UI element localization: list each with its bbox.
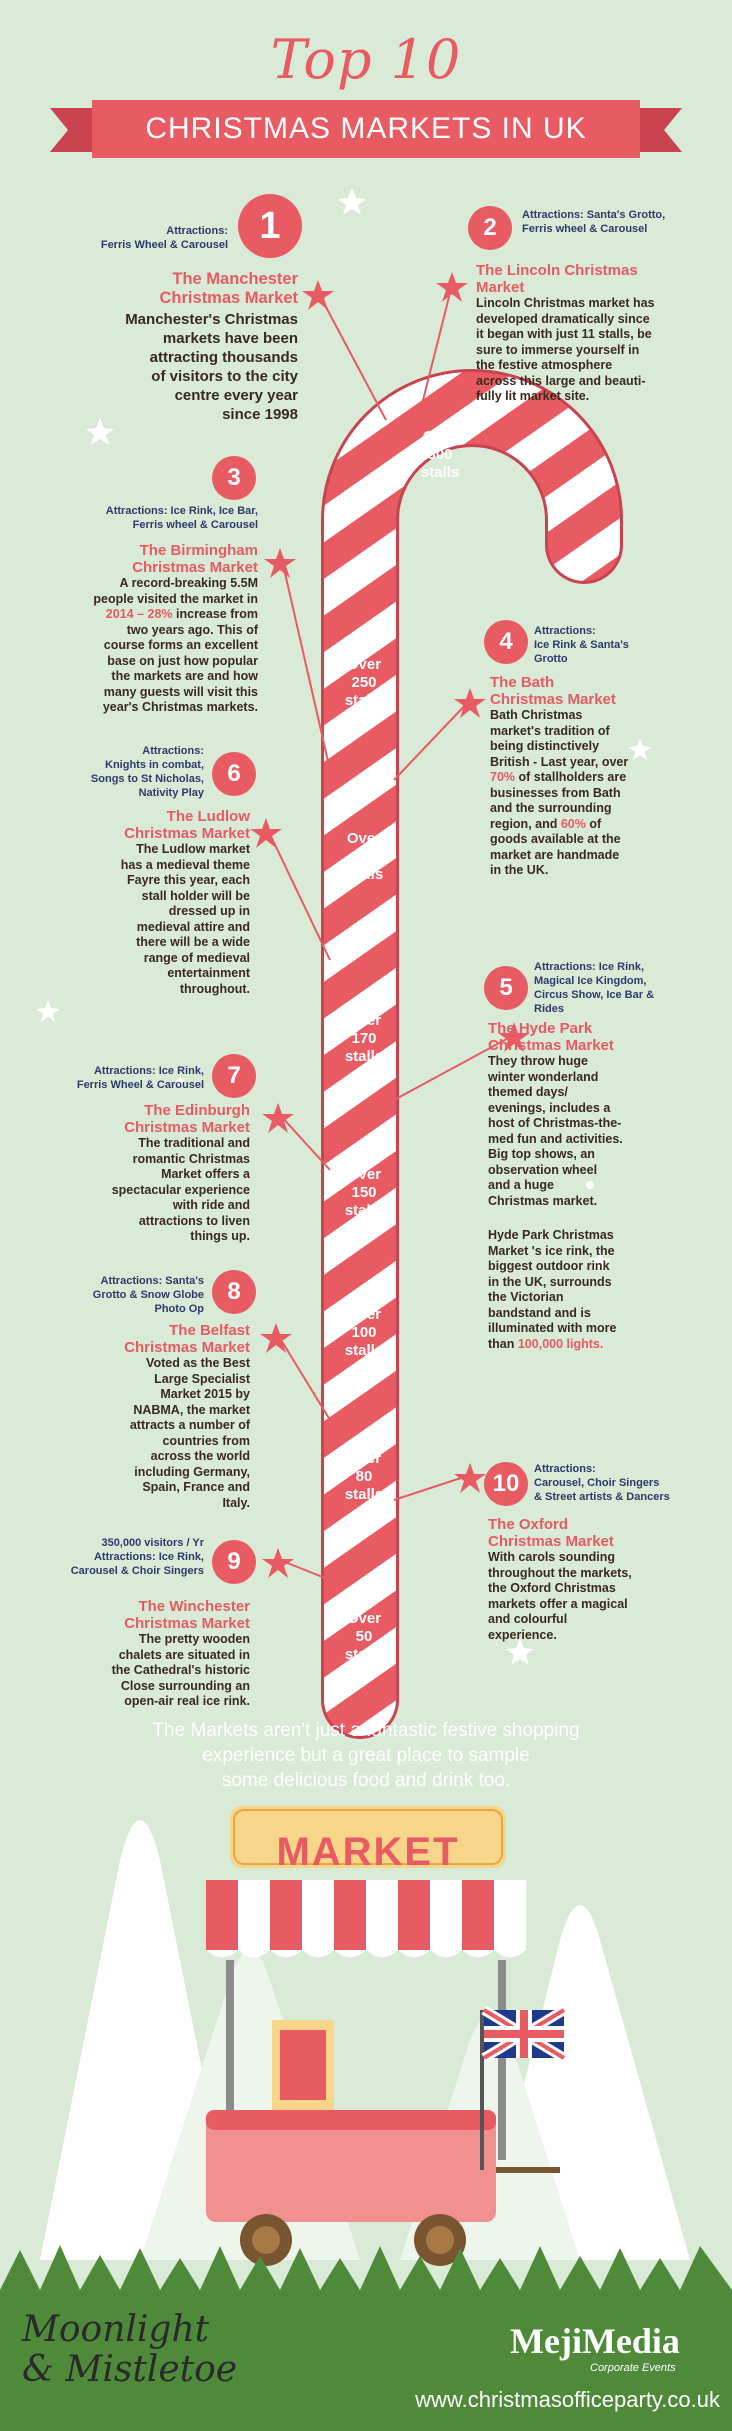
- market-4-name: The Bath Christmas Market: [490, 674, 616, 708]
- stalls-label-150: Over 150 stalls: [344, 1166, 384, 1219]
- market-number-8: 8: [212, 1270, 256, 1314]
- market-number-4: 4: [484, 620, 528, 664]
- market-6-name: The Ludlow Christmas Market: [124, 808, 250, 842]
- market-6-description: The Ludlow market has a medieval theme Fayre this year, each stall holder will be dressed up in medieval attire and there will be a wide range of medieval entertainment throughout.: [120, 842, 250, 996]
- market-number-10: 10: [484, 1462, 528, 1506]
- market-number-3: 3: [212, 456, 256, 500]
- market-1-attractions: Attractions: Ferris Wheel & Carousel: [100, 225, 228, 251]
- market-5-description-2: Hyde Park Christmas Market 's ice rink, the biggest outdoor rink in the UK, surrounds the Victorian bandstand and is illuminated with more than 100,000 lights.: [488, 1228, 617, 1351]
- footer-message: The Markets aren't just a fantastic festive shopping experience but a great place to sample some delicious food and drink too.: [152, 1720, 580, 1791]
- market-1-description: Manchester's Christmas markets have been attracting thousands of visitors to the city centre every year since 1998: [125, 311, 298, 423]
- market-5-name: The Hyde Park Christmas Market: [488, 1020, 614, 1054]
- market-5-attractions: Attractions: Ice Rink, Magical Ice Kingdom, Circus Show, Ice Bar & Rides: [534, 961, 655, 1015]
- market-4-description: Bath Christmas market's tradition of being distinctively British - Last year, over 70% of stallholders are businesses from Bath and the surrounding region, and 60% of goods available at the market are handmade in the UK.: [490, 708, 629, 877]
- stalls-label-50: Over 50 stalls: [344, 1610, 384, 1663]
- market-7-description: The traditional and romantic Christmas Market offers a spectacular experience with ride and attractions to liven things up.: [111, 1136, 250, 1243]
- market-number-9: 9: [212, 1540, 256, 1584]
- market-2-name: The Lincoln Christmas Market: [476, 262, 638, 296]
- market-3-attractions: Attractions: Ice Rink, Ice Bar, Ferris wheel & Carousel: [105, 505, 258, 531]
- market-3-name: The Birmingham Christmas Market: [132, 542, 258, 576]
- market-sign: MARKET: [276, 1830, 460, 1874]
- market-number-1: 1: [238, 194, 302, 258]
- stalls-label-250: Over 250 stalls: [344, 656, 384, 709]
- market-9-attractions: 350,000 visitors / Yr Attractions: Ice Rink, Carousel & Choir Singers: [70, 1537, 204, 1577]
- market-9-description: The pretty wooden chalets are situated in the Cathedral's historic Close surrounding an open-air real ice rink.: [111, 1632, 250, 1708]
- market-6-attractions: Attractions: Knights in combat, Songs to St Nicholas, Nativity Play: [90, 745, 204, 799]
- market-7-name: The Edinburgh Christmas Market: [124, 1102, 250, 1136]
- market-8-name: The Belfast Christmas Market: [124, 1322, 250, 1356]
- stalls-label-170: Over 170 stalls: [344, 1012, 384, 1065]
- market-1-name: The Manchester Christmas Market: [159, 270, 298, 307]
- market-10-name: The Oxford Christmas Market: [488, 1516, 614, 1550]
- market-number-7: 7: [212, 1054, 256, 1098]
- market-7-attractions: Attractions: Ice Rink, Ferris Wheel & Carousel: [76, 1065, 204, 1091]
- stalls-label-100: Over 100 stalls: [344, 1306, 384, 1359]
- stalls-label-180: Over 180 stalls: [344, 830, 384, 883]
- mejimedia-logo: MejiMedia: [510, 2321, 680, 2361]
- market-3-description: A record-breaking 5.5M people visited the market in 2014 – 28% increase from two years ago. This of course forms an excellent base on just how popular the markets are and how many guests will visit this year's Christmas markets.: [93, 576, 258, 714]
- stalls-label-80: Over 80 stalls: [344, 1450, 384, 1503]
- stalls-label-300: Over 300 stalls: [420, 428, 460, 481]
- market-number-2: 2: [468, 206, 512, 250]
- market-number-6: 6: [212, 752, 256, 796]
- market-9-name: The Winchester Christmas Market: [124, 1598, 250, 1632]
- market-8-attractions: Attractions: Santa's Grotto & Snow Globe Photo Op: [92, 1275, 204, 1315]
- market-number-5: 5: [484, 966, 528, 1010]
- market-8-description: Voted as the Best Large Specialist Market 2015 by NABMA, the market attracts a number of countries from across the world including Germany, Spain, France and Italy.: [129, 1356, 250, 1510]
- market-10-attractions: Attractions: Carousel, Choir Singers & Street artists & Dancers: [534, 1463, 670, 1503]
- market-4-attractions: Attractions: Ice Rink & Santa's Grotto: [534, 625, 629, 665]
- page-subtitle: CHRISTMAS MARKETS IN UK: [145, 112, 587, 145]
- mejimedia-logo-subtitle: Corporate Events: [590, 2362, 676, 2374]
- market-2-description: Lincoln Christmas market has developed dramatically since it began with just 11 stalls, be sure to immerse yourself in the festive atmosphere across this large and beauti- fully lit market site.: [476, 296, 655, 403]
- moonlight-mistletoe-logo: Moonlight & Mistletoe: [22, 2309, 238, 2390]
- page-title: Top 10: [270, 28, 462, 91]
- market-2-attractions: Attractions: Santa's Grotto, Ferris wheel & Carousel: [522, 209, 666, 235]
- market-5-description: They throw huge winter wonderland themed days/ evenings, includes a host of Christmas-the- med fun and activities. Big top shows, an observation wheel and a huge Christmas market.: [488, 1054, 623, 1208]
- website-url[interactable]: www.christmasofficeparty.co.uk: [415, 2387, 720, 2412]
- market-10-description: With carols sounding throughout the markets, the Oxford Christmas markets offer a magical and colourful experience.: [488, 1550, 632, 1642]
